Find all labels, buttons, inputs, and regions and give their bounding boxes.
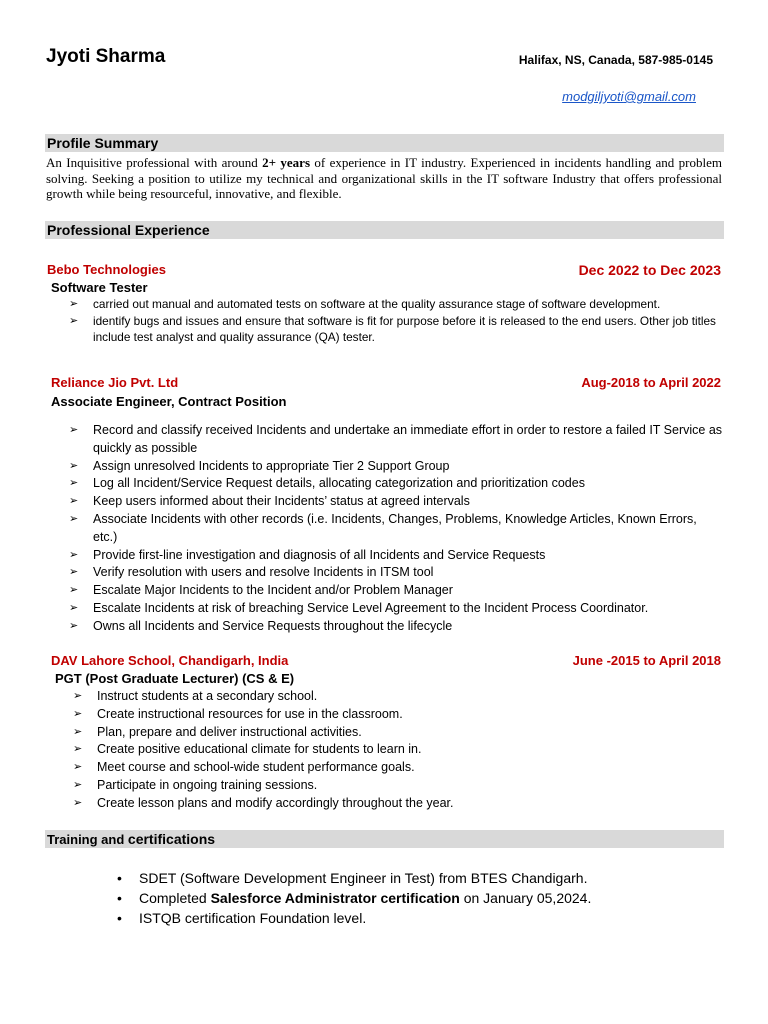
arrow-bullet-icon: ➢ xyxy=(73,690,83,702)
list-item: ➢ Keep users informed about their Incidents’ status at agreed intervals xyxy=(69,493,724,511)
list-item: ➢ Assign unresolved Incidents to appropriate Tier 2 Support Group xyxy=(69,458,724,476)
bullet-icon: • xyxy=(117,910,122,926)
list-item: ➢ Verify resolution with users and resolve Incidents in ITSM tool xyxy=(69,564,724,582)
company-name: Bebo Technologies xyxy=(47,262,166,277)
training-heading-part1: Training and xyxy=(47,832,128,847)
job-bullets xyxy=(69,422,724,636)
arrow-bullet-icon: ➢ xyxy=(69,601,79,614)
job-dates: Aug-2018 to April 2022 xyxy=(581,375,721,390)
list-item: ➢ Record and classify received Incidents and undertake an immediate effort in order to restore a failed IT Service as quickly as possible xyxy=(69,423,723,455)
arrow-bullet-icon: ➢ xyxy=(73,707,83,720)
profile-text-before: An Inquisitive professional with around xyxy=(46,155,263,170)
company-name: Reliance Jio Pvt. Ltd xyxy=(51,375,179,390)
list-item: ➢ carried out manual and automated tests on software at the quality assurance stage of software development. xyxy=(69,297,661,311)
profile-text-after: of experience in IT industry. Experienced in incidents handling and problem solving. Seeking a position to utilize my technical and organizational skills in the IT software Industry that offers professional growth while being resourceful, innovative, and flexible. xyxy=(46,155,722,201)
arrow-bullet-icon: ➢ xyxy=(73,743,83,756)
list-item: ➢ Meet course and school-wide student performance goals. xyxy=(73,759,724,777)
list-item: ➢ Log all Incident/Service Request details, allocating categorization and prioritization codes xyxy=(69,475,724,493)
arrow-bullet-icon: ➢ xyxy=(69,424,79,436)
job-role: Associate Engineer, Contract Position xyxy=(51,394,287,409)
list-item: ➢ Associate Incidents with other records (i.e. Incidents, Changes, Problems, Knowledge Articles, Known Errors, etc.) xyxy=(69,511,697,544)
list-item: • ISTQB certification Foundation level. xyxy=(117,910,367,926)
arrow-bullet-icon: ➢ xyxy=(73,761,83,774)
training-heading-part2: certifications xyxy=(127,831,216,847)
arrow-bullet-icon: ➢ xyxy=(69,584,79,597)
job-dates: June -2015 to April 2018 xyxy=(572,653,721,668)
list-item: ➢ Provide first-line investigation and diagnosis of all Incidents and Service Requests xyxy=(69,547,724,565)
list-item: ➢ Create positive educational climate for students to learn in. xyxy=(73,741,724,759)
arrow-bullet-icon: ➢ xyxy=(73,725,83,738)
email-link[interactable] xyxy=(562,89,696,104)
arrow-bullet-icon: ➢ xyxy=(69,459,79,472)
list-item: • Completed Salesforce Administrator certification on January 05,2024. xyxy=(117,890,592,906)
profile-summary-heading: Profile Summary xyxy=(45,134,724,152)
profile-summary-text xyxy=(46,155,722,202)
list-item: ➢ identify bugs and issues and ensure that software is fit for purpose before it is released to the end users. Other job titles include test analyst and quality assurance (QA) tester. xyxy=(69,313,716,344)
job-role: Software Tester xyxy=(51,280,148,295)
arrow-bullet-icon: ➢ xyxy=(69,495,79,508)
bullet-icon: • xyxy=(117,890,122,906)
arrow-bullet-icon: ➢ xyxy=(69,512,79,525)
job-dates: Dec 2022 to Dec 2023 xyxy=(578,262,721,278)
training-certifications-heading xyxy=(45,830,724,848)
company-name: DAV Lahore School, Chandigarh, India xyxy=(51,653,289,668)
arrow-bullet-icon: ➢ xyxy=(69,619,79,632)
arrow-bullet-icon: ➢ xyxy=(69,477,79,490)
contact-info: Halifax, NS, Canada, 587-985-0145 xyxy=(518,53,713,67)
professional-experience-heading: Professional Experience xyxy=(45,221,724,239)
candidate-name: Jyoti Sharma xyxy=(46,46,166,67)
list-item: ➢ Owns all Incidents and Service Requests throughout the lifecycle xyxy=(69,618,724,636)
arrow-bullet-icon: ➢ xyxy=(69,548,79,561)
list-item: ➢ Plan, prepare and deliver instructional activities. xyxy=(73,724,724,742)
profile-text-bold: 2+ years xyxy=(262,155,311,170)
list-item: ➢ Instruct students at a secondary school. xyxy=(73,688,724,706)
training-list xyxy=(114,868,724,928)
email-domain: @gmail.com xyxy=(623,89,696,104)
list-item: ➢ Create lesson plans and modify accordingly throughout the year. xyxy=(73,795,724,813)
arrow-bullet-icon: ➢ xyxy=(69,298,79,310)
list-item: ➢ Escalate Major Incidents to the Incident and/or Problem Manager xyxy=(69,582,724,600)
arrow-bullet-icon: ➢ xyxy=(69,314,79,327)
arrow-bullet-icon: ➢ xyxy=(69,566,79,579)
list-item: ➢ Escalate Incidents at risk of breaching Service Level Agreement to the Incident Process Coordinator. xyxy=(69,600,724,618)
email-user: modgiljyoti xyxy=(562,89,624,104)
list-item: • SDET (Software Development Engineer in Test) from BTES Chandigarh. xyxy=(117,870,588,886)
job-role: PGT (Post Graduate Lecturer) (CS & E) xyxy=(55,671,295,686)
job-bullets xyxy=(69,296,724,346)
arrow-bullet-icon: ➢ xyxy=(73,778,83,791)
job-bullets xyxy=(73,688,724,813)
list-item: ➢ Participate in ongoing training sessions. xyxy=(73,777,724,795)
bullet-icon: • xyxy=(117,870,122,886)
arrow-bullet-icon: ➢ xyxy=(73,796,83,809)
list-item: ➢ Create instructional resources for use in the classroom. xyxy=(73,706,724,724)
